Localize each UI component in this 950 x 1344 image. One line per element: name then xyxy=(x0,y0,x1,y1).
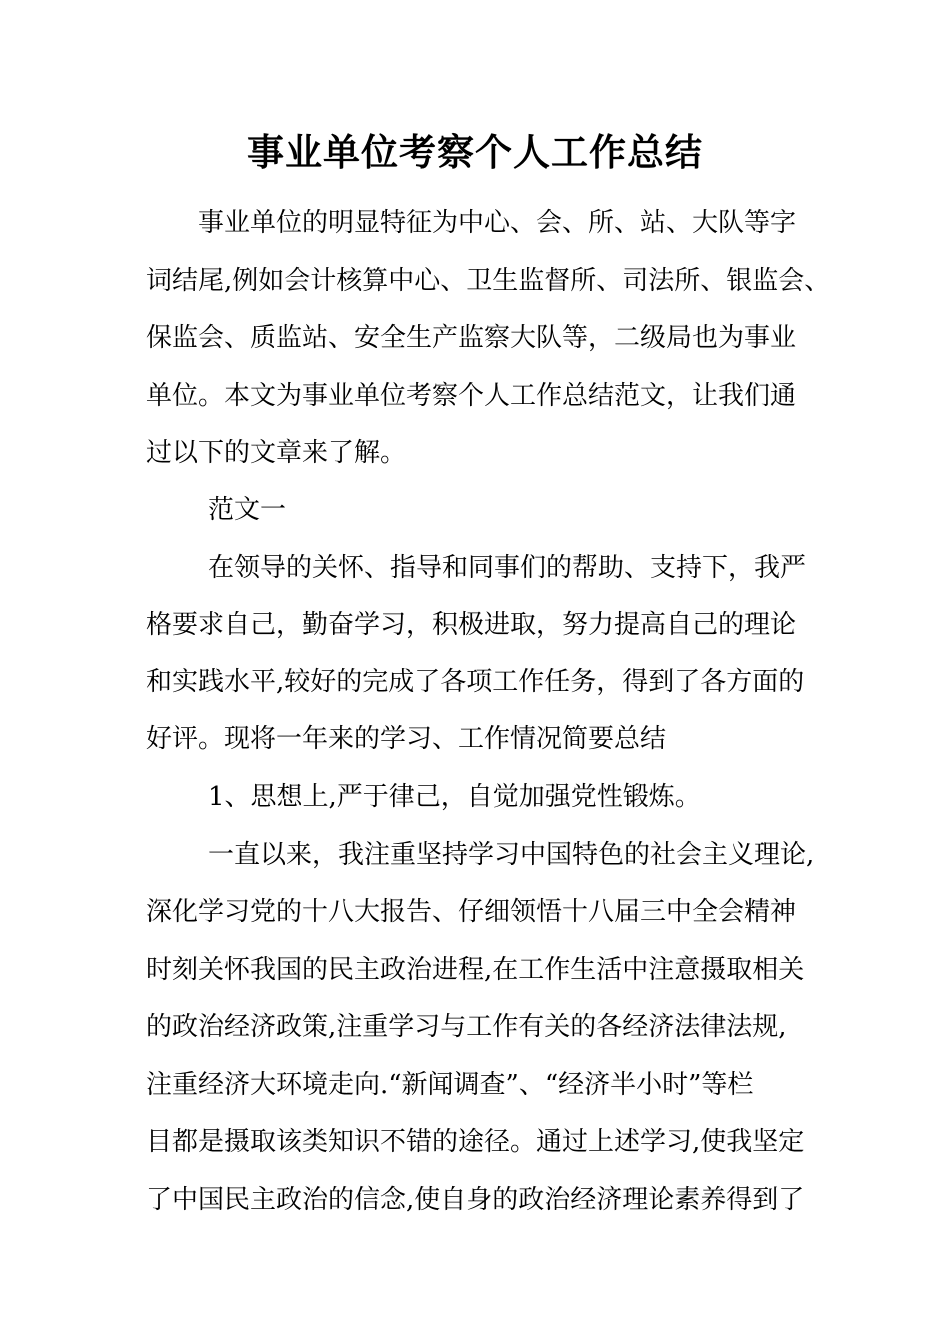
paragraph-line: 过以下的文章来了解。 xyxy=(146,438,407,468)
paragraph-line: 事业单位的明显特征为中心、会、所、站、大队等字 xyxy=(198,208,797,238)
paragraph-line: 一直以来，我注重坚持学习中国特色的社会主义理论, xyxy=(208,840,815,870)
paragraph-line: 保监会、质监站、安全生产监察大队等，二级局也为事业 xyxy=(146,323,797,353)
paragraph-line: 词结尾,例如会计核算中心、卫生监督所、司法所、银监会、 xyxy=(146,266,831,296)
paragraph-line: 注重经济大环境走向.“新闻调查”、“经济半小时”等栏 xyxy=(146,1070,754,1100)
paragraph-line: 的政治经济政策,注重学习与工作有关的各经济法律法规, xyxy=(146,1012,787,1042)
list-item-heading: 1、思想上,严于律己，自觉加强党性锻炼。 xyxy=(208,782,701,812)
section-heading: 范文一 xyxy=(208,495,287,525)
document-title: 事业单位考察个人工作总结 xyxy=(247,130,703,174)
paragraph-line: 深化学习党的十八大报告、仔细领悟十八届三中全会精神 xyxy=(146,897,797,927)
paragraph-line: 了中国民主政治的信念,使自身的政治经济理论素养得到了 xyxy=(146,1185,805,1215)
paragraph-line: 时刻关怀我国的民主政治进程,在工作生活中注意摄取相关 xyxy=(146,955,805,985)
paragraph-line: 和实践水平,较好的完成了各项工作任务，得到了各方面的 xyxy=(146,667,805,697)
paragraph-line: 格要求自己，勤奋学习，积极进取，努力提高自己的理论 xyxy=(146,610,797,640)
paragraph-line: 目都是摄取该类知识不错的途径。通过上述学习,使我坚定 xyxy=(146,1127,805,1157)
paragraph-line: 在领导的关怀、指导和同事们的帮助、支持下，我严 xyxy=(208,553,807,583)
paragraph-line: 单位。本文为事业单位考察个人工作总结范文，让我们通 xyxy=(146,381,797,411)
paragraph-line: 好评。现将一年来的学习、工作情况简要总结 xyxy=(146,724,667,754)
